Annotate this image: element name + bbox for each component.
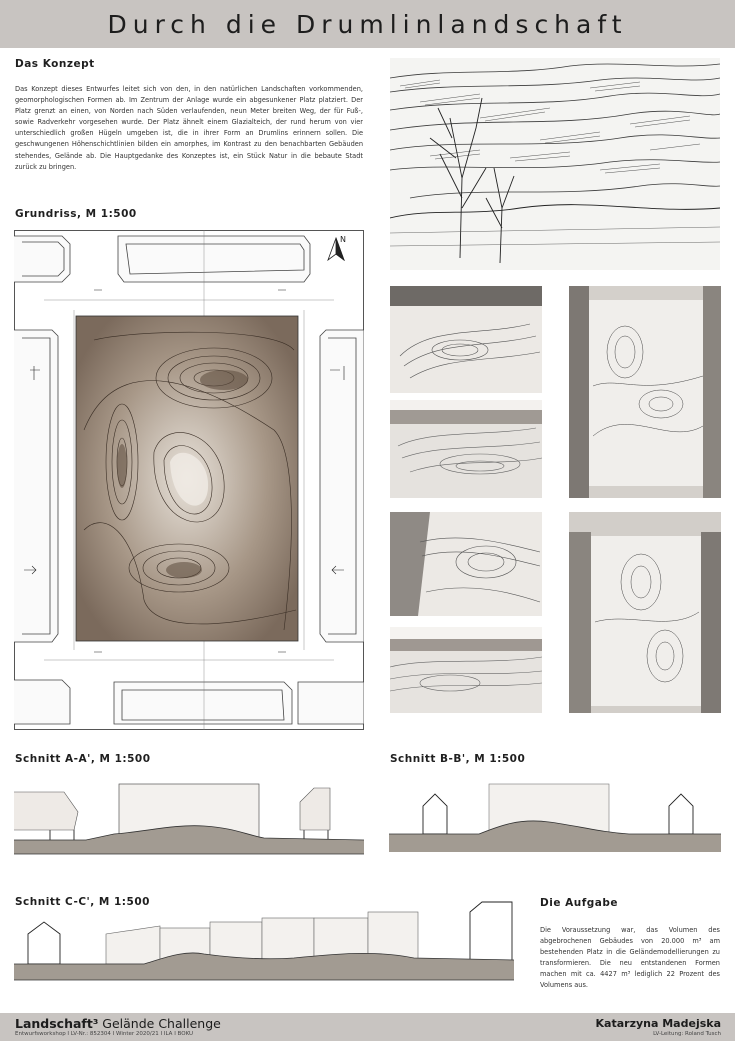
section-cc-drawing — [14, 898, 514, 988]
model-photo-2 — [390, 400, 542, 498]
model-photo-3 — [390, 512, 542, 616]
footer-title — [15, 1016, 221, 1031]
north-label: N — [340, 235, 346, 244]
section-cc-heading: Schnitt C-C', M 1:500 — [15, 896, 150, 908]
task-text: Die Voraussetzung war, das Volumen des abgebrochenen Gebäudes von 20.000 m³ am bestehenden Platz in die Geländemodellierungen zu transformieren. Die neu entstandenen Formen machen mit ca. 4427 m³ lediglich 22 Prozent des Volumens aus. — [540, 926, 720, 990]
model-photo-1 — [390, 286, 542, 393]
landscape-sketch — [390, 58, 720, 270]
footer-subtitle: Entwurfsworkshop I LV-Nr.: 852304 I Winter 2020/21 I ILA I BOKU — [15, 1031, 194, 1037]
site-plan — [14, 230, 364, 730]
section-bb-heading: Schnitt B-B', M 1:500 — [390, 753, 526, 765]
footer-title-bold: Landschaft³ — [15, 1016, 99, 1031]
footer-lv: LV-Leitung: Roland Tusch — [653, 1031, 721, 1037]
model-photo-4 — [390, 627, 542, 713]
footer-author: Katarzyna Madejska — [595, 1017, 721, 1030]
section-aa-heading: Schnitt A-A', M 1:500 — [15, 753, 151, 765]
concept-text: Das Konzept dieses Entwurfes leitet sich von den, in den natürlichen Landschaften vorkommenden, geomorphologischen Formen ab. Im Zentrum der Anlage wurde ein abgesunkener Platz platziert. Der Platz grenzt an einen, von Norden nach Süden verlaufenden, neun Meter breiten Weg, der für Fuß-, sowie Radverkehr vorgesehen wurde. Der Platz ähnelt einem Glazialteich, der rund herum von vier unterschiedlich großen Hügeln umgeben ist, die in ihrer Form an Drumlins erinnern sollen. Die geschwungenen Höhenschichtlinien bilden ein amorphes, im Kontrast zu den benachbarten Gebäuden stehendes, Gelände ab. Die Hauptgedanke des Konzeptes ist, ein Stück Natur in die bebaute Stadt zurück zu bringen. — [15, 85, 363, 171]
plan-heading: Grundriss, M 1:500 — [15, 208, 137, 220]
concept-heading: Das Konzept — [15, 58, 95, 70]
footer-title-rest: Gelände Challenge — [98, 1016, 221, 1031]
task-heading: Die Aufgabe — [540, 897, 619, 909]
section-aa-drawing — [14, 772, 364, 864]
model-photo-6 — [569, 512, 721, 713]
poster-title: Durch die Drumlinlandschaft — [107, 10, 628, 39]
section-bb-drawing — [389, 772, 721, 862]
model-photo-5 — [569, 286, 721, 498]
